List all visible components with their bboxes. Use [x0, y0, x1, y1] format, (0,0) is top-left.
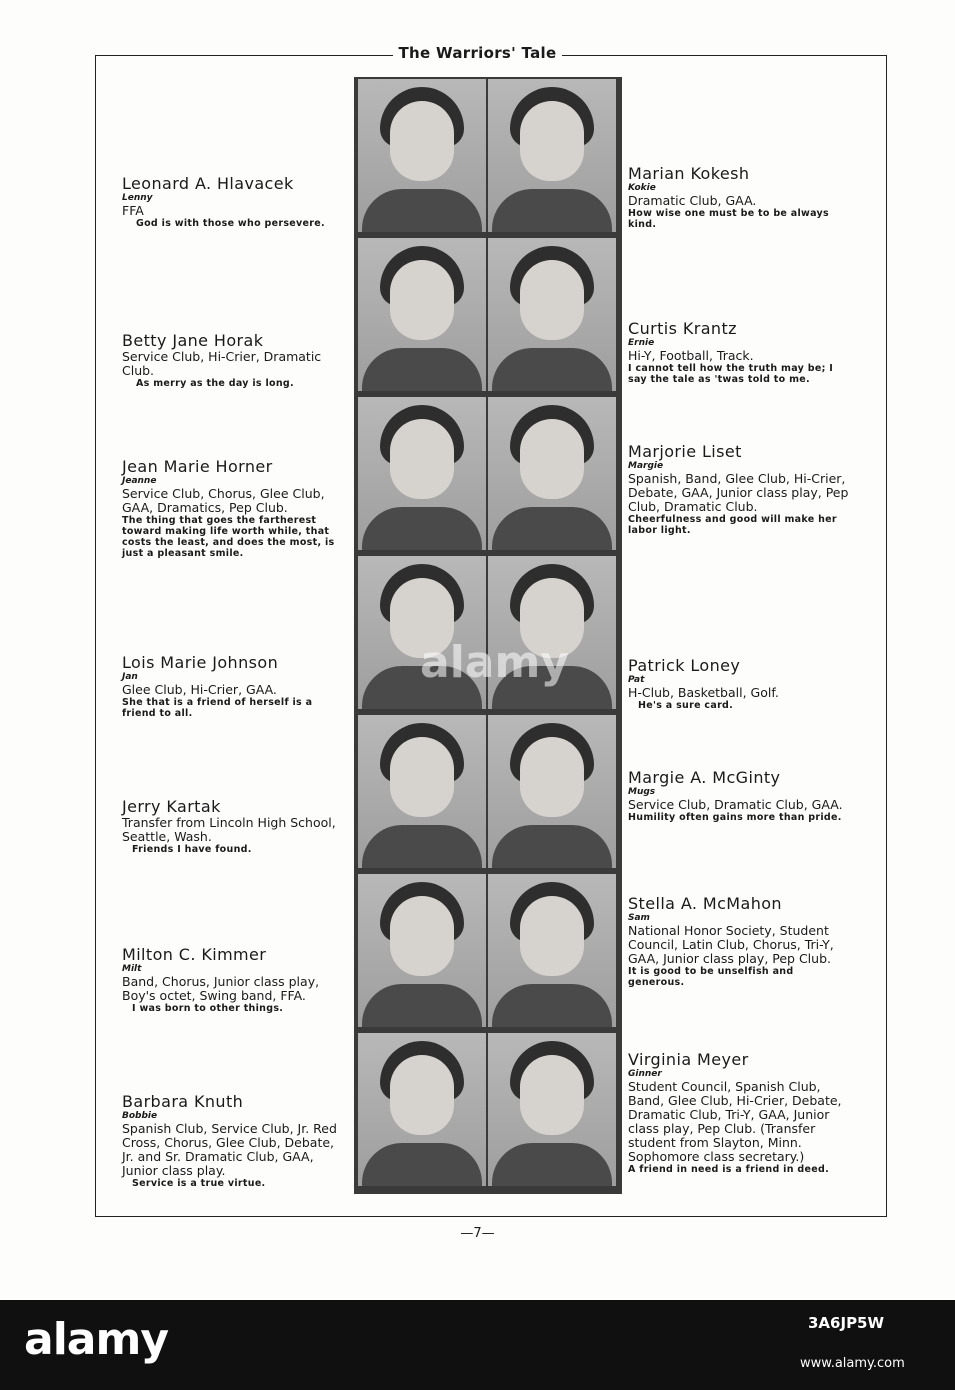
student-name: Curtis Krantz	[628, 319, 737, 338]
photo-column	[354, 77, 622, 1194]
student-quote: Cheerfulness and good will make her labor light.	[628, 514, 837, 536]
student-nickname: Pat	[628, 675, 645, 685]
image-id: 3A6JP5W	[808, 1314, 885, 1332]
portrait-photo	[488, 1033, 616, 1186]
student-entry	[122, 331, 344, 389]
portrait-photo	[358, 1033, 486, 1186]
stock-footer	[0, 1300, 955, 1390]
student-quote: I cannot tell how the truth may be; I say the tale as 'twas told to me.	[628, 363, 834, 385]
student-entry	[122, 1092, 344, 1189]
student-activities: Service Club, Chorus, Glee Club, GAA, Dramatics, Pep Club.	[122, 486, 325, 515]
student-activities: Student Council, Spanish Club, Band, Glee Club, Hi-Crier, Debate, Dramatic Club, Tri-Y, GAA, Junior class play, Pep Club. (Transfer student from Slayton, Minn. Sophomore class secretary.)	[628, 1079, 842, 1164]
page-number: —7—	[460, 1226, 495, 1241]
portrait-photo	[488, 715, 616, 868]
student-entry	[628, 1050, 850, 1175]
student-entry	[122, 653, 344, 719]
student-name: Marian Kokesh	[628, 164, 750, 183]
portrait-photo	[358, 79, 486, 232]
student-activities: Band, Chorus, Junior class play, Boy's octet, Swing band, FFA.	[122, 974, 320, 1003]
student-nickname: Milt	[122, 964, 142, 974]
student-quote: He's a sure card.	[638, 700, 734, 711]
student-name: Betty Jane Horak	[122, 331, 264, 350]
student-quote: As merry as the day is long.	[136, 378, 294, 389]
student-activities: Spanish Club, Service Club, Jr. Red Cross, Chorus, Glee Club, Debate, Jr. and Sr. Dramatic Club, GAA, Junior class play.	[122, 1121, 337, 1178]
student-nickname: Ginner	[628, 1069, 662, 1079]
student-nickname: Lenny	[122, 193, 153, 203]
student-entry	[122, 457, 344, 559]
student-nickname: Kokie	[628, 183, 656, 193]
student-entry	[628, 442, 850, 536]
student-quote: It is good to be unselfish and generous.	[628, 966, 794, 988]
portrait-photo	[358, 715, 486, 868]
student-name: Milton C. Kimmer	[122, 945, 267, 964]
student-quote: I was born to other things.	[132, 1003, 284, 1014]
student-name: Leonard A. Hlavacek	[122, 174, 294, 193]
student-quote: A friend in need is a friend in deed.	[628, 1164, 829, 1175]
student-name: Marjorie Liset	[628, 442, 742, 461]
alamy-logo: alamy	[24, 1314, 168, 1365]
student-quote: She that is a friend of herself is a friend to all.	[122, 697, 313, 719]
student-activities: Service Club, Hi-Crier, Dramatic Club.	[122, 349, 322, 378]
portrait-photo	[358, 238, 486, 391]
student-entry	[122, 174, 344, 229]
page-title: The Warriors' Tale	[393, 44, 563, 62]
student-quote: God is with those who persevere.	[136, 218, 325, 229]
student-quote: How wise one must be to be always kind.	[628, 208, 829, 230]
portrait-photo	[358, 397, 486, 550]
student-activities: National Honor Society, Student Council, Latin Club, Chorus, Tri-Y, GAA, Junior class play, Pep Club.	[628, 923, 834, 966]
student-name: Virginia Meyer	[628, 1050, 749, 1069]
student-name: Patrick Loney	[628, 656, 741, 675]
student-entry	[122, 945, 344, 1014]
student-activities: H-Club, Basketball, Golf.	[628, 685, 779, 700]
student-nickname: Mugs	[628, 787, 656, 797]
watermark: alamy	[420, 637, 569, 688]
student-activities: Spanish, Band, Glee Club, Hi-Crier, Debate, GAA, Junior class play, Pep Club, Dramatic Club.	[628, 471, 849, 514]
student-name: Lois Marie Johnson	[122, 653, 279, 672]
student-activities: Transfer from Lincoln High School, Seattle, Wash.	[122, 815, 336, 844]
student-entry	[628, 319, 850, 385]
portrait-photo	[488, 79, 616, 232]
student-nickname: Bobbie	[122, 1111, 158, 1121]
student-activities: Hi-Y, Football, Track.	[628, 348, 754, 363]
student-quote: The thing that goes the fartherest toward making life worth while, that costs the least, and does the most, is just a pleasant smile.	[122, 515, 335, 559]
student-quote: Humility often gains more than pride.	[628, 812, 842, 823]
student-entry	[628, 164, 850, 230]
student-quote: Service is a true virtue.	[132, 1178, 266, 1189]
portrait-photo	[358, 874, 486, 1027]
student-nickname: Jan	[122, 672, 138, 682]
student-nickname: Jeanne	[122, 476, 157, 486]
student-activities: Service Club, Dramatic Club, GAA.	[628, 797, 843, 812]
portrait-photo	[488, 238, 616, 391]
student-entry	[628, 656, 850, 711]
student-name: Stella A. McMahon	[628, 894, 782, 913]
student-activities: Dramatic Club, GAA.	[628, 193, 757, 208]
student-name: Jerry Kartak	[122, 797, 221, 816]
page-header	[0, 43, 955, 62]
student-nickname: Margie	[628, 461, 664, 471]
student-name: Margie A. McGinty	[628, 768, 781, 787]
student-activities: Glee Club, Hi-Crier, GAA.	[122, 682, 277, 697]
student-nickname: Ernie	[628, 338, 655, 348]
portrait-photo	[488, 874, 616, 1027]
student-activities: FFA	[122, 203, 144, 218]
student-name: Jean Marie Horner	[122, 457, 273, 476]
portrait-photo	[488, 397, 616, 550]
student-name: Barbara Knuth	[122, 1092, 244, 1111]
student-nickname: Sam	[628, 913, 650, 923]
student-entry	[122, 797, 344, 855]
site-url: www.alamy.com	[800, 1356, 905, 1371]
student-quote: Friends I have found.	[132, 844, 252, 855]
student-entry	[628, 768, 850, 823]
student-entry	[628, 894, 850, 988]
